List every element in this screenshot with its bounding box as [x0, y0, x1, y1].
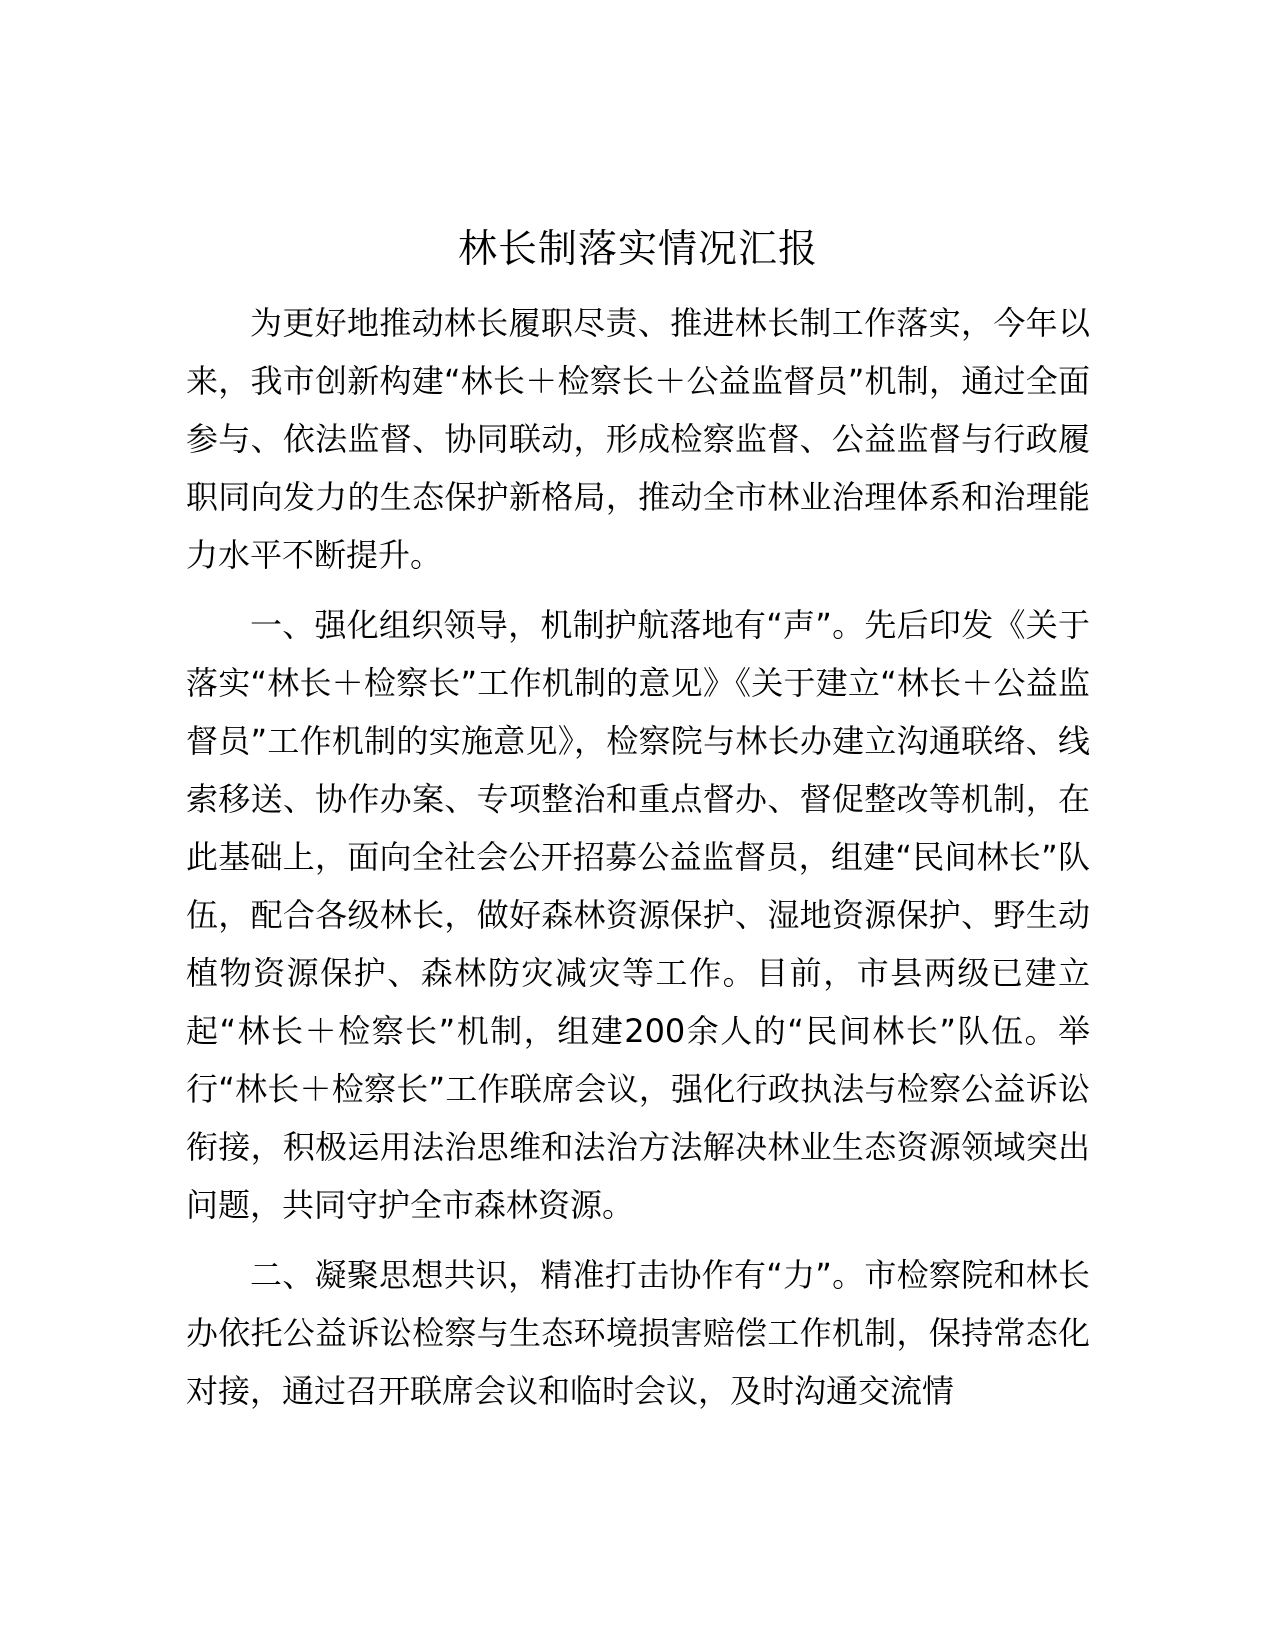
document-title: 林长制落实情况汇报 — [457, 227, 818, 272]
paragraph-section-one: 一、强化组织领导，机制护航落地有“声”。先后印发《关于落实“林长＋检察长”工作机制的意见》《关于建立“林长＋公益监督员”工作机制的实施意见》，检察院与林长办建立沟通联络、线索移送、协作办案、专项整治和重点督办、督促整改等机制，在此基础上，面向全社会公开招募公益监督员，组建“民间林长”队伍，配合各级林长，做好森林资源保护、湿地资源保护、野生动植物资源保护、森林防灾减灾等工作。目前，市县两级已建立起“林长＋检察长”机制，组建200余人的“民间林长”队伍。举行“林长＋检察长”工作联席会议，强化行政执法与检察公益诉讼衔接，积极运用法治思维和法治方法解决林业生态资源领域突出问题，共同守护全市森林资源。 — [186, 606, 1090, 1224]
document-page — [186, 220, 1090, 1420]
paragraph-intro: 为更好地推动林长履职尽责、推进林长制工作落实，今年以来，我市创新构建“林长＋检察长＋公益监督员”机制，通过全面参与、依法监督、协同联动，形成检察监督、公益监督与行政履职同向发力的生态保护新格局，推动全市林业治理体系和治理能力水平不断提升。 — [186, 304, 1090, 574]
paragraph-section-two: 二、凝聚思想共识，精准打击协作有“力”。市检察院和林长办依托公益诉讼检察与生态环境损害赔偿工作机制，保持常态化对接，通过召开联席会议和临时会议，及时沟通交流情 — [186, 1256, 1090, 1410]
